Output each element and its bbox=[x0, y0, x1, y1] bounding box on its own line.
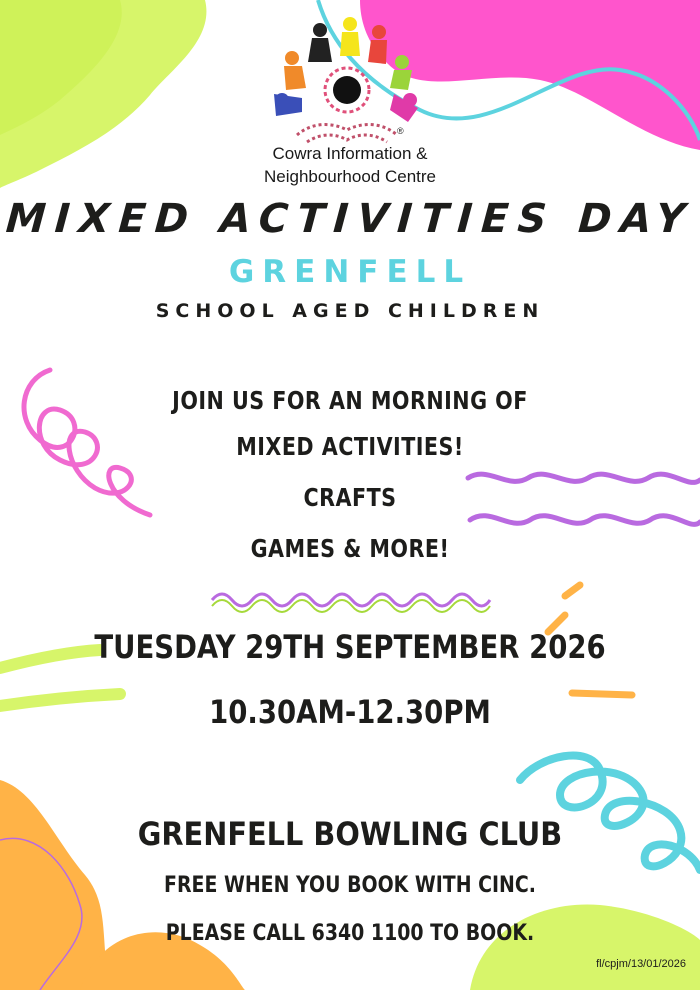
lime-blob-bottom-right bbox=[470, 904, 700, 990]
figure-yellow bbox=[340, 17, 360, 56]
event-title: MIXED ACTIVITIES DAY bbox=[4, 196, 696, 242]
cost-note: FREE WHEN YOU BOOK WITH CINC. bbox=[164, 873, 536, 898]
figure-magenta bbox=[390, 93, 418, 122]
orange-stroke-1 bbox=[565, 585, 580, 596]
org-name-line2: Neighbourhood Centre bbox=[263, 167, 436, 186]
figure-red bbox=[368, 25, 387, 64]
figure-black bbox=[308, 23, 332, 62]
description-line-3: CRAFTS bbox=[303, 483, 397, 512]
booking-note: PLEASE CALL 6340 1100 TO BOOK. bbox=[165, 921, 535, 946]
event-time: 10.30AM-12.30PM bbox=[209, 693, 491, 731]
footer-reference: fl/cpjm/13/01/2026 bbox=[596, 958, 686, 970]
description-line-1: JOIN US FOR AN MORNING OF bbox=[172, 386, 528, 415]
registered-mark: ® bbox=[397, 126, 404, 136]
event-venue: GRENFELL BOWLING CLUB bbox=[137, 815, 563, 853]
purple-wave-upper bbox=[468, 474, 700, 482]
event-audience: SCHOOL AGED CHILDREN bbox=[155, 300, 545, 322]
event-town: GRENFELL bbox=[228, 254, 472, 290]
org-name-line1: Cowra Information & bbox=[272, 144, 428, 163]
event-date: TUESDAY 29TH SEPTEMBER 2026 bbox=[94, 628, 606, 666]
figure-green bbox=[390, 55, 412, 90]
figure-orange bbox=[284, 51, 306, 90]
children-circle-icon bbox=[274, 17, 418, 142]
description-line-2: MIXED ACTIVITIES! bbox=[236, 432, 464, 461]
purple-wave-lower bbox=[470, 516, 700, 525]
figure-blue bbox=[274, 93, 302, 116]
description-line-4: GAMES & MORE! bbox=[250, 534, 450, 563]
